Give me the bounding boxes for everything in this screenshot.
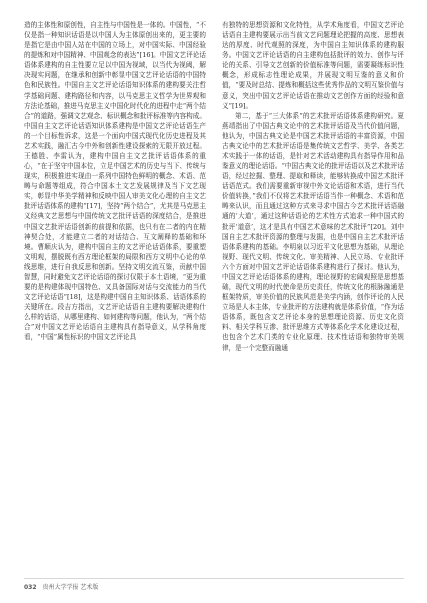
journal-name: 贵州大学学报 艺术版 <box>42 584 99 591</box>
body-paragraph: 造的主体性和原创性，自主性与中国性是一体的。中国性，“不仅是指一种知识话语是以中国人为主体原创出来的，更主要的是指它是由中国人站在中国的立场上，对中国实际、中国经验的提炼和对中国精神、中国观念的表达”[16]。中国文艺评论话语体系建构的自主性要立足以中国为视域，以当代为视阈，解决现实问题，在继承和创新中彰显中国文艺评论话语的中国特色和民族性。中国自主文艺评论话语知识体系的建构要关注哲学基础问题、建构路径和内容，以马克思主义哲学为世界观和方法论基础，推进马克思主义中国化时代化的进程中走“两个结合”的道路，强调文艺观念、标识概念和批评标准等内容构成。中国自主文艺评论话语知识体系建构是中国文艺评论话语生产的一个目标性诉求，这是一个面向中国式现代化历史进程及其艺术实践，融汇古今中外和创新性建设探索的无限开放过程。王德胜、李雷认为，建构中国自主文艺批评话语体系的重心，“在于坚守中国本位，立足中国艺术的历史与当下、传统与现实，积极推进实现由一系列中国特色鲜明的概念、术语、范畴与命题等组成，符合中国本土文艺发展规律及当下文艺现实，彰显中华美学精神和反映中国人审美文化心理的自主文艺批评话语体系的建构”[17]，坚持“两个结合”，尤其是马克思主义经典文艺思想与中国传统文艺批评话语的深度结合，是推进中国文艺批评话语创新的前提和依据，也只有在二者的内在精神契合处，才能建立二者的对话结合、互文阐释的基础和环境。曹顺庆认为，建构中国自主的文艺评论话语体系，要重塑文明观，摆脱既有西方理论框架的局限和西方文明中心论的单线思维，进行自我反思和创新。坚持文明交流互鉴，贡献中国智慧，同时避免文艺评论话语的探讨仅限于本土语境，“更为重要的是构建体现中国特色、又具备国际对话与交流能力的当代文艺评论话语”[18]，这是构建中国自主知识体系、话语体系的关键所在。段吉方指出，文艺评论话语自主建构要解决建构什么样的话语，从哪里建构、如何建构等问题，他认为，“两个结合”对中国文艺评论话语自主建构具有指导意义，从学科角度看，“中国”属性标识的中国文艺评论具 <box>24 21 206 342</box>
left-text-column <box>24 20 206 563</box>
page-number: 032 <box>24 584 37 591</box>
right-text-column <box>222 20 404 563</box>
body-paragraph: 第二，基于“三大体系”的艺术批评话语体系建构研究。夏燕靖指出了中国古典文论中的艺术批评话语及当代价值问题，他认为，中国古典文论是中国艺术批评话语的丰富资源，中国古典文论中的艺术批评话语是集传统文艺哲学、美学、各类艺术实践于一体的话语，是针对艺术活动建构具有指导作用和品鉴意义的理论话语。“中国古典文论的批评话语以及艺术批评话语，经过挖掘、整理、提取和释读，能够转换成中国艺术批评话语范式。我们需要重新审视中外文论话语和术语，进行当代价值转换，”我们不仅将艺术批评话语当作一种概念、术语和范畴来认识，而且通过这种方式来寻求中国古今艺术批评话语融通的‘大道’，通过这种话语论的艺术性方式追求一种中国式的批评‘道意’，这才是具有中国艺术意味的艺术批评”[20]。刘中国自主艺术批评资源的整理与发掘，也是中国自主艺术批评话语体系建构的基础。李明泉以习近平文化思想为基础，从理论视野、现代文明、传统文化、审美精神、人民立场、专业批评六个方面对中国文艺评论话语体系建构进行了探讨。他认为，中国文艺评论话语体系的建构，理论视野的宏阔观照是思想基础，现代文明的时代使命是历史责任，传统文化的根脉融通是框架特质，审美价值的民族风范是美学内涵，创作评论的人民立场是人本主体，专业批评的方法建构就是体系价值，“作为话语体系，既包含文艺评论本身的思想理论资源、历史文化资料、相关学科互渗、批评思维方式等体系化学术化建设过程，也包含个艺术门类的专业化原理、技术性话语和独特审美规律，是一个完整而融通 <box>222 111 404 352</box>
body-paragraph: 有独特的思想资源和文化特性，从学术角度看，中国文艺评论话语自主建构要展示出当前文艺问题理论把握的高度、思想表达的厚度、时代观照的深度，为中国自主知识体系的建构服务。中国文艺评论话语的自主建构包括批评的效力、创作与评论的关系、引导文艺创新的价值标准等问题，需要凝练标识性概念，形成标志性理论成果，并展现文明互鉴的意义和价值，“要及时总结、提炼和概括这些优秀作品的文明互鉴价值与意义，突出中国文艺评论话语在推动文艺创作方面的经验和意义”[19]。 <box>222 21 404 110</box>
page-footer <box>24 578 404 591</box>
